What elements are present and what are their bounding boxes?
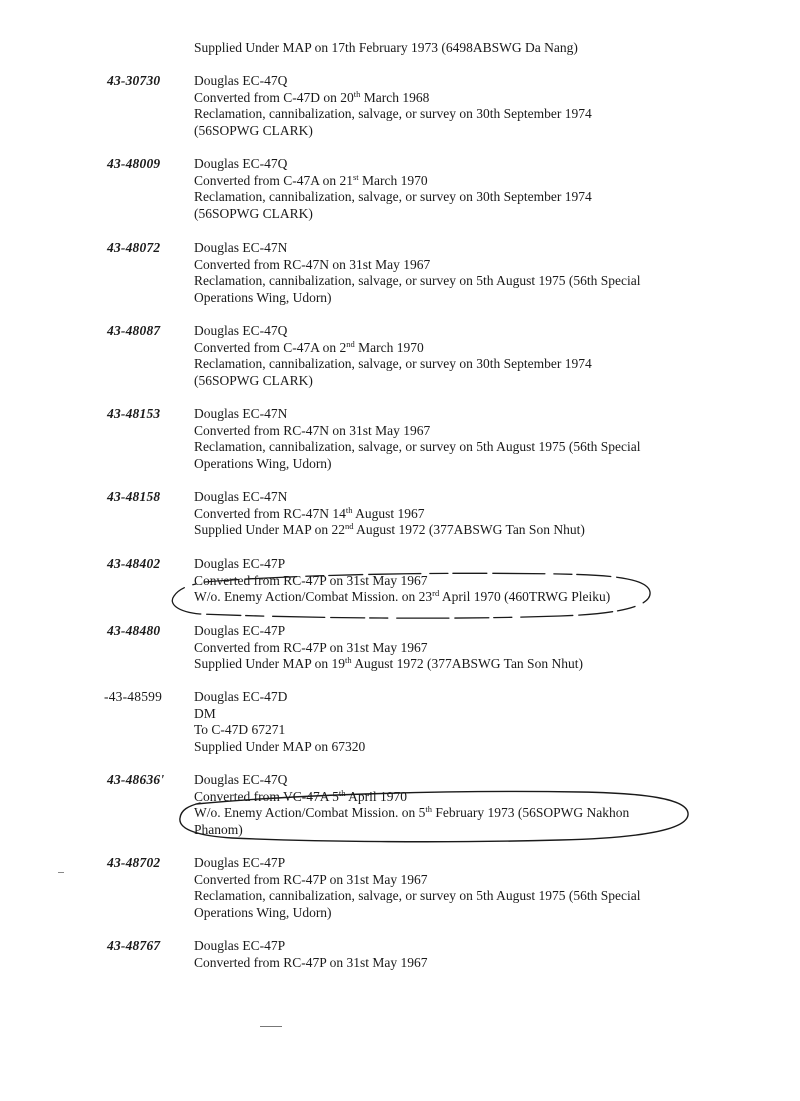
entry-details <box>194 623 754 673</box>
entry-line: Operations Wing, Udorn) <box>194 905 332 921</box>
entry-line: Reclamation, cannibalization, salvage, or survey on 30th September 1974 <box>194 106 592 122</box>
scan-artifact <box>260 1026 282 1027</box>
entry-line: Douglas EC-47Q <box>194 156 288 171</box>
entry-line: (56SOPWG CLARK) <box>194 373 313 389</box>
entry-line: Converted from RC-47P on 31st May 1967 <box>194 871 428 887</box>
entry-details <box>194 156 754 223</box>
entry-line: Douglas EC-47P <box>194 556 286 571</box>
serial-number: 43-48480 <box>107 623 161 638</box>
entry-line: Reclamation, cannibalization, salvage, or survey on 30th September 1974 <box>194 356 592 372</box>
line-text: Converted from VC-47A 5 <box>194 788 339 804</box>
entry-details <box>194 240 754 307</box>
ordinal-suffix: nd <box>345 521 354 532</box>
entry-line: Douglas EC-47Q <box>194 772 288 787</box>
line-text: March 1968 <box>360 89 430 105</box>
entry-line: Douglas EC-47N <box>194 240 288 255</box>
serial-number: 43-48072 <box>107 240 161 255</box>
ordinal-suffix: st <box>352 171 359 182</box>
entry-line: Converted from RC-47N on 31st May 1967 <box>194 422 431 438</box>
line-text: Converted from C-47A on 21 <box>194 172 353 188</box>
entry-line: Reclamation, cannibalization, salvage, or survey on 30th September 1974 <box>194 189 592 205</box>
entry-line: Douglas EC-47P <box>194 938 286 953</box>
entry-line <box>194 522 754 539</box>
entry-line: (56SOPWG CLARK) <box>194 206 313 222</box>
entry-details <box>194 772 754 839</box>
entry-line <box>194 656 754 673</box>
entry-details <box>194 489 754 539</box>
entry-line: Douglas EC-47N <box>194 406 288 421</box>
line-text: W/o. Enemy Action/Combat Mission. on 5 <box>194 805 426 821</box>
entry-line <box>194 340 754 357</box>
entry-line: Reclamation, cannibalization, salvage, or survey on 5th August 1975 (56th Special <box>194 888 641 904</box>
line-text: April 1970 (460TRWG Pleiku) <box>439 589 611 605</box>
serial-number: 43-48702 <box>107 855 161 870</box>
line-text: March 1970 <box>358 172 428 188</box>
entry-line: Douglas EC-47Q <box>194 73 288 88</box>
entry-details <box>194 323 754 390</box>
line-text: August 1972 (377ABSWG Tan Son Nhut) <box>353 522 585 538</box>
line-text: March 1970 <box>354 339 424 355</box>
entry-line: Reclamation, cannibalization, salvage, or survey on 5th August 1975 (56th Special <box>194 439 641 455</box>
entry-details <box>194 556 754 606</box>
ordinal-suffix: nd <box>346 338 355 349</box>
ordinal-suffix: th <box>353 88 361 99</box>
entry-details <box>194 73 754 140</box>
ordinal-suffix: th <box>345 655 352 666</box>
entry-line: Douglas EC-47N <box>194 489 288 504</box>
serial-number: 43-48153 <box>107 406 161 421</box>
ordinal-suffix: rd <box>432 588 440 599</box>
line-text: Converted from C-47D on 20 <box>194 89 354 105</box>
entry-line: DM <box>194 705 216 721</box>
entry-line <box>194 506 754 523</box>
serial-number: 43-30730 <box>107 73 161 88</box>
entry-line: Reclamation, cannibalization, salvage, or survey on 5th August 1975 (56th Special <box>194 273 641 289</box>
entry-line <box>194 589 754 606</box>
line-text: April 1970 <box>345 788 408 804</box>
entry-line <box>194 805 754 822</box>
entry-line: Converted from RC-47P on 31st May 1967 <box>194 639 428 655</box>
entry-line: Douglas EC-47P <box>194 855 286 870</box>
line-text: Converted from RC-47N 14 <box>194 505 346 521</box>
ordinal-suffix: th <box>345 504 353 515</box>
line-text: Supplied Under MAP on 19 <box>194 656 345 672</box>
serial-number: 43-48636' <box>107 772 165 787</box>
entry-line: Douglas EC-47D <box>194 689 288 704</box>
entry-details <box>194 406 754 473</box>
line-text: August 1972 (377ABSWG Tan Son Nhut) <box>351 656 583 672</box>
entry-line <box>194 90 754 107</box>
entry-line: Operations Wing, Udorn) <box>194 290 332 306</box>
line-text: Converted from C-47A on 2 <box>194 339 347 355</box>
serial-number: 43-48402 <box>107 556 161 571</box>
serial-number: -43-48599 <box>104 689 163 704</box>
entry-line: Phanom) <box>194 822 243 838</box>
line-text: Supplied Under MAP on 22 <box>194 522 345 538</box>
entry-line: Douglas EC-47Q <box>194 323 288 338</box>
serial-number: 43-48767 <box>107 938 161 953</box>
serial-number: 43-48158 <box>107 489 161 504</box>
serial-number: 43-48009 <box>107 156 161 171</box>
scan-artifact <box>58 872 64 873</box>
serial-number: 43-48087 <box>107 323 161 338</box>
entry-line: To C-47D 67271 <box>194 722 286 738</box>
entry-line: Converted from RC-47N on 31st May 1967 <box>194 256 431 272</box>
line-text: August 1967 <box>352 505 425 521</box>
entry-line <box>194 789 754 806</box>
line-text: February 1973 (56SOPWG Nakhon <box>432 805 630 821</box>
entry-line: Operations Wing, Udorn) <box>194 456 332 472</box>
entry-details <box>194 855 754 922</box>
entry-line: Douglas EC-47P <box>194 623 286 638</box>
intro-line: Supplied Under MAP on 17th February 1973 (6498ABSWG Da Nang) <box>194 40 578 55</box>
entry-line: Converted from RC-47P on 31st May 1967 <box>194 954 428 970</box>
entry-line: Converted from RC-47P on 31st May 1967 <box>194 572 428 588</box>
entry-line <box>194 173 754 190</box>
entry-line: Supplied Under MAP on 67320 <box>194 739 366 755</box>
entry-details <box>194 938 754 971</box>
line-text: W/o. Enemy Action/Combat Mission. on 23 <box>194 589 433 605</box>
ordinal-suffix: th <box>425 804 432 815</box>
entry-details <box>194 689 754 756</box>
entry-line: (56SOPWG CLARK) <box>194 123 313 139</box>
ordinal-suffix: th <box>338 787 346 798</box>
